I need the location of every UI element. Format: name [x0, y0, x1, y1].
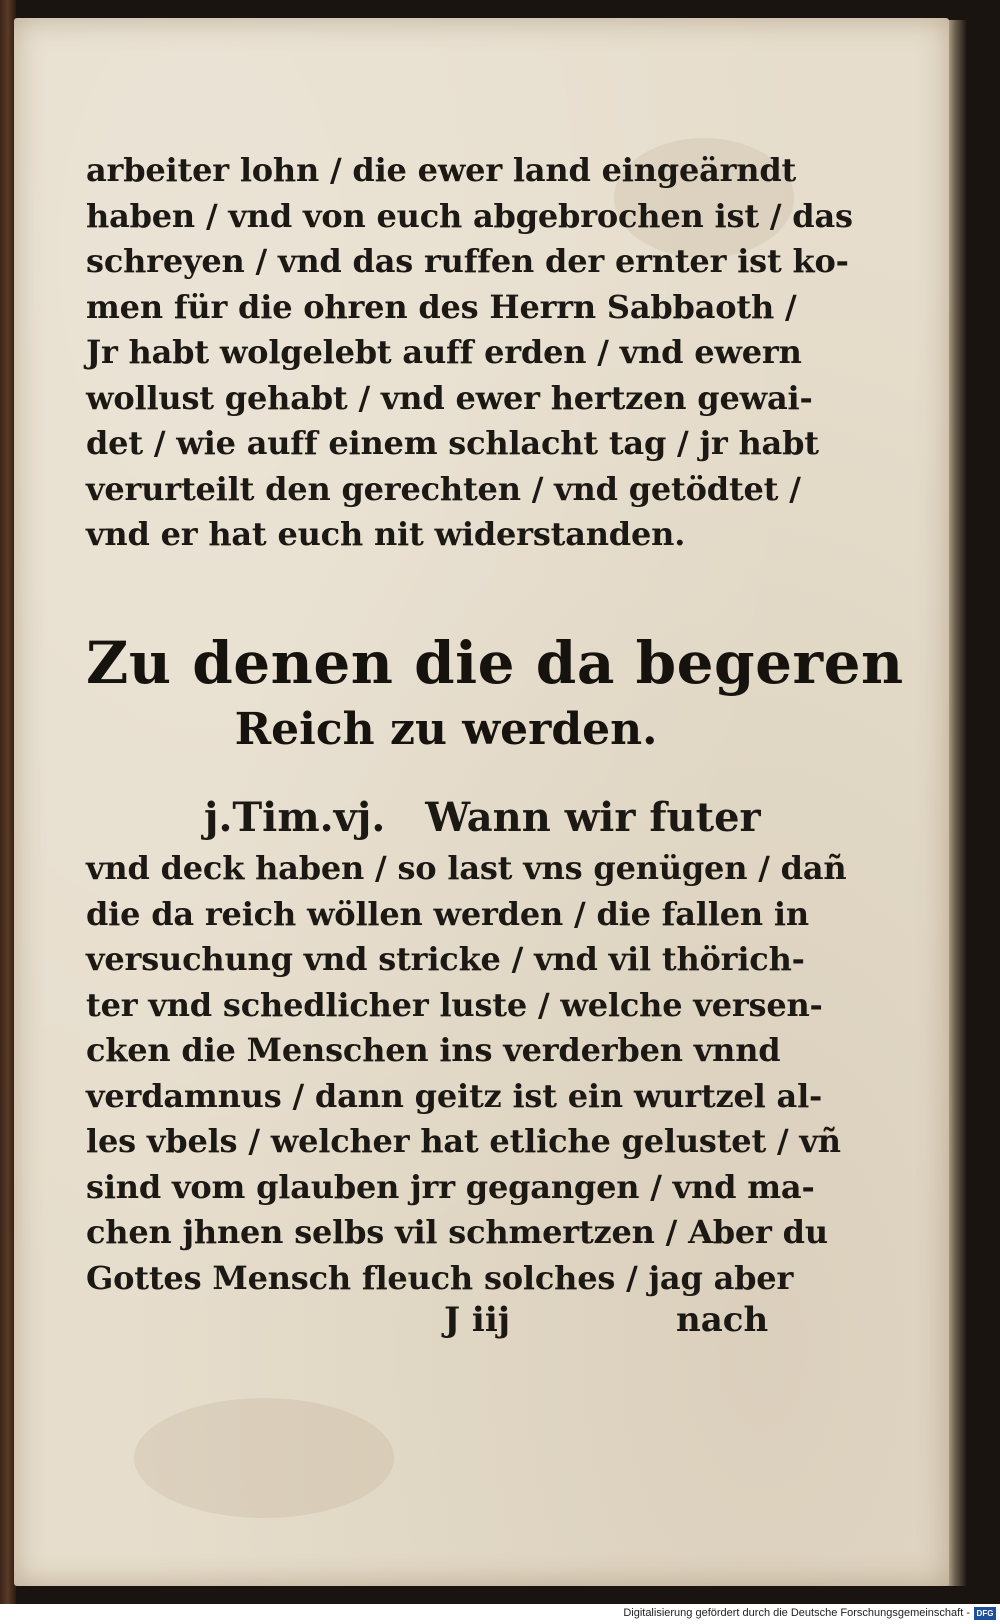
- reference-text: Wann wir futer: [425, 794, 761, 841]
- text-line: arbeiter lohn / die ewer land eingeärndt: [86, 151, 797, 189]
- text-line: det / wie auff einem schlacht tag / jr habt: [86, 424, 819, 462]
- text-line: men für die ohren des Herrn Sabbaoth /: [86, 287, 797, 326]
- heading-line-1: Zu denen die da begeren: [86, 629, 904, 697]
- text-line: verdamnus / dann geitz ist ein wurtzel al-: [86, 1076, 823, 1115]
- text-line: ter vnd schedlicher luste / welche versen-: [86, 985, 823, 1024]
- bible-reference: j.Tim.vj.: [204, 794, 386, 841]
- text-line: les vbels / welcher hat etliche gelustet / vñ: [86, 1122, 841, 1160]
- text-line: Gottes Mensch fleuch solches / jag aber: [86, 1258, 794, 1297]
- text-line: sind vom glauben jrr gegangen / vnd ma-: [86, 1167, 815, 1206]
- text-line: die da reich wöllen werden / die fallen in: [86, 894, 809, 933]
- section-heading: [86, 628, 904, 762]
- page-footer-marks: [86, 1300, 806, 1350]
- dfg-logo: DFG: [974, 1607, 996, 1620]
- text-line: wollust gehabt / vnd ewer hertzen gewai-: [86, 378, 813, 417]
- text-line: haben / vnd von euch abgebrochen ist / das: [86, 196, 853, 235]
- text-line: cken die Menschen ins verderben vnnd: [86, 1031, 781, 1069]
- text-line: vnd er hat euch nit widerstanden.: [86, 515, 686, 553]
- text-line: chen jhnen selbs vil schmertzen / Aber du: [86, 1213, 828, 1251]
- body-text-top: [86, 148, 853, 558]
- heading-line-2: Reich zu werden.: [234, 704, 658, 755]
- text-line: vnd deck haben / so last vns genügen / dañ: [86, 849, 847, 887]
- page-edge: [947, 20, 967, 1586]
- body-text-bottom: [86, 790, 847, 1301]
- text-line: versuchung vnd stricke / vnd vil thörich-: [86, 940, 805, 978]
- digitization-footer: [0, 1604, 1000, 1624]
- reference-line: [86, 790, 806, 846]
- paper-stain: [134, 1398, 394, 1518]
- text-line: schreyen / vnd das ruffen der ernter ist ko-: [86, 242, 849, 280]
- funding-notice: Digitalisierung gefördert durch die Deutsche Forschungsgemeinschaft -: [623, 1607, 970, 1619]
- text-line: verurteilt den gerechten / vnd getödtet /: [86, 469, 801, 508]
- signature-mark: J iij: [444, 1300, 511, 1340]
- catchword: nach: [676, 1300, 769, 1340]
- text-line: Jr habt wolgelebt auff erden / vnd ewern: [86, 333, 802, 371]
